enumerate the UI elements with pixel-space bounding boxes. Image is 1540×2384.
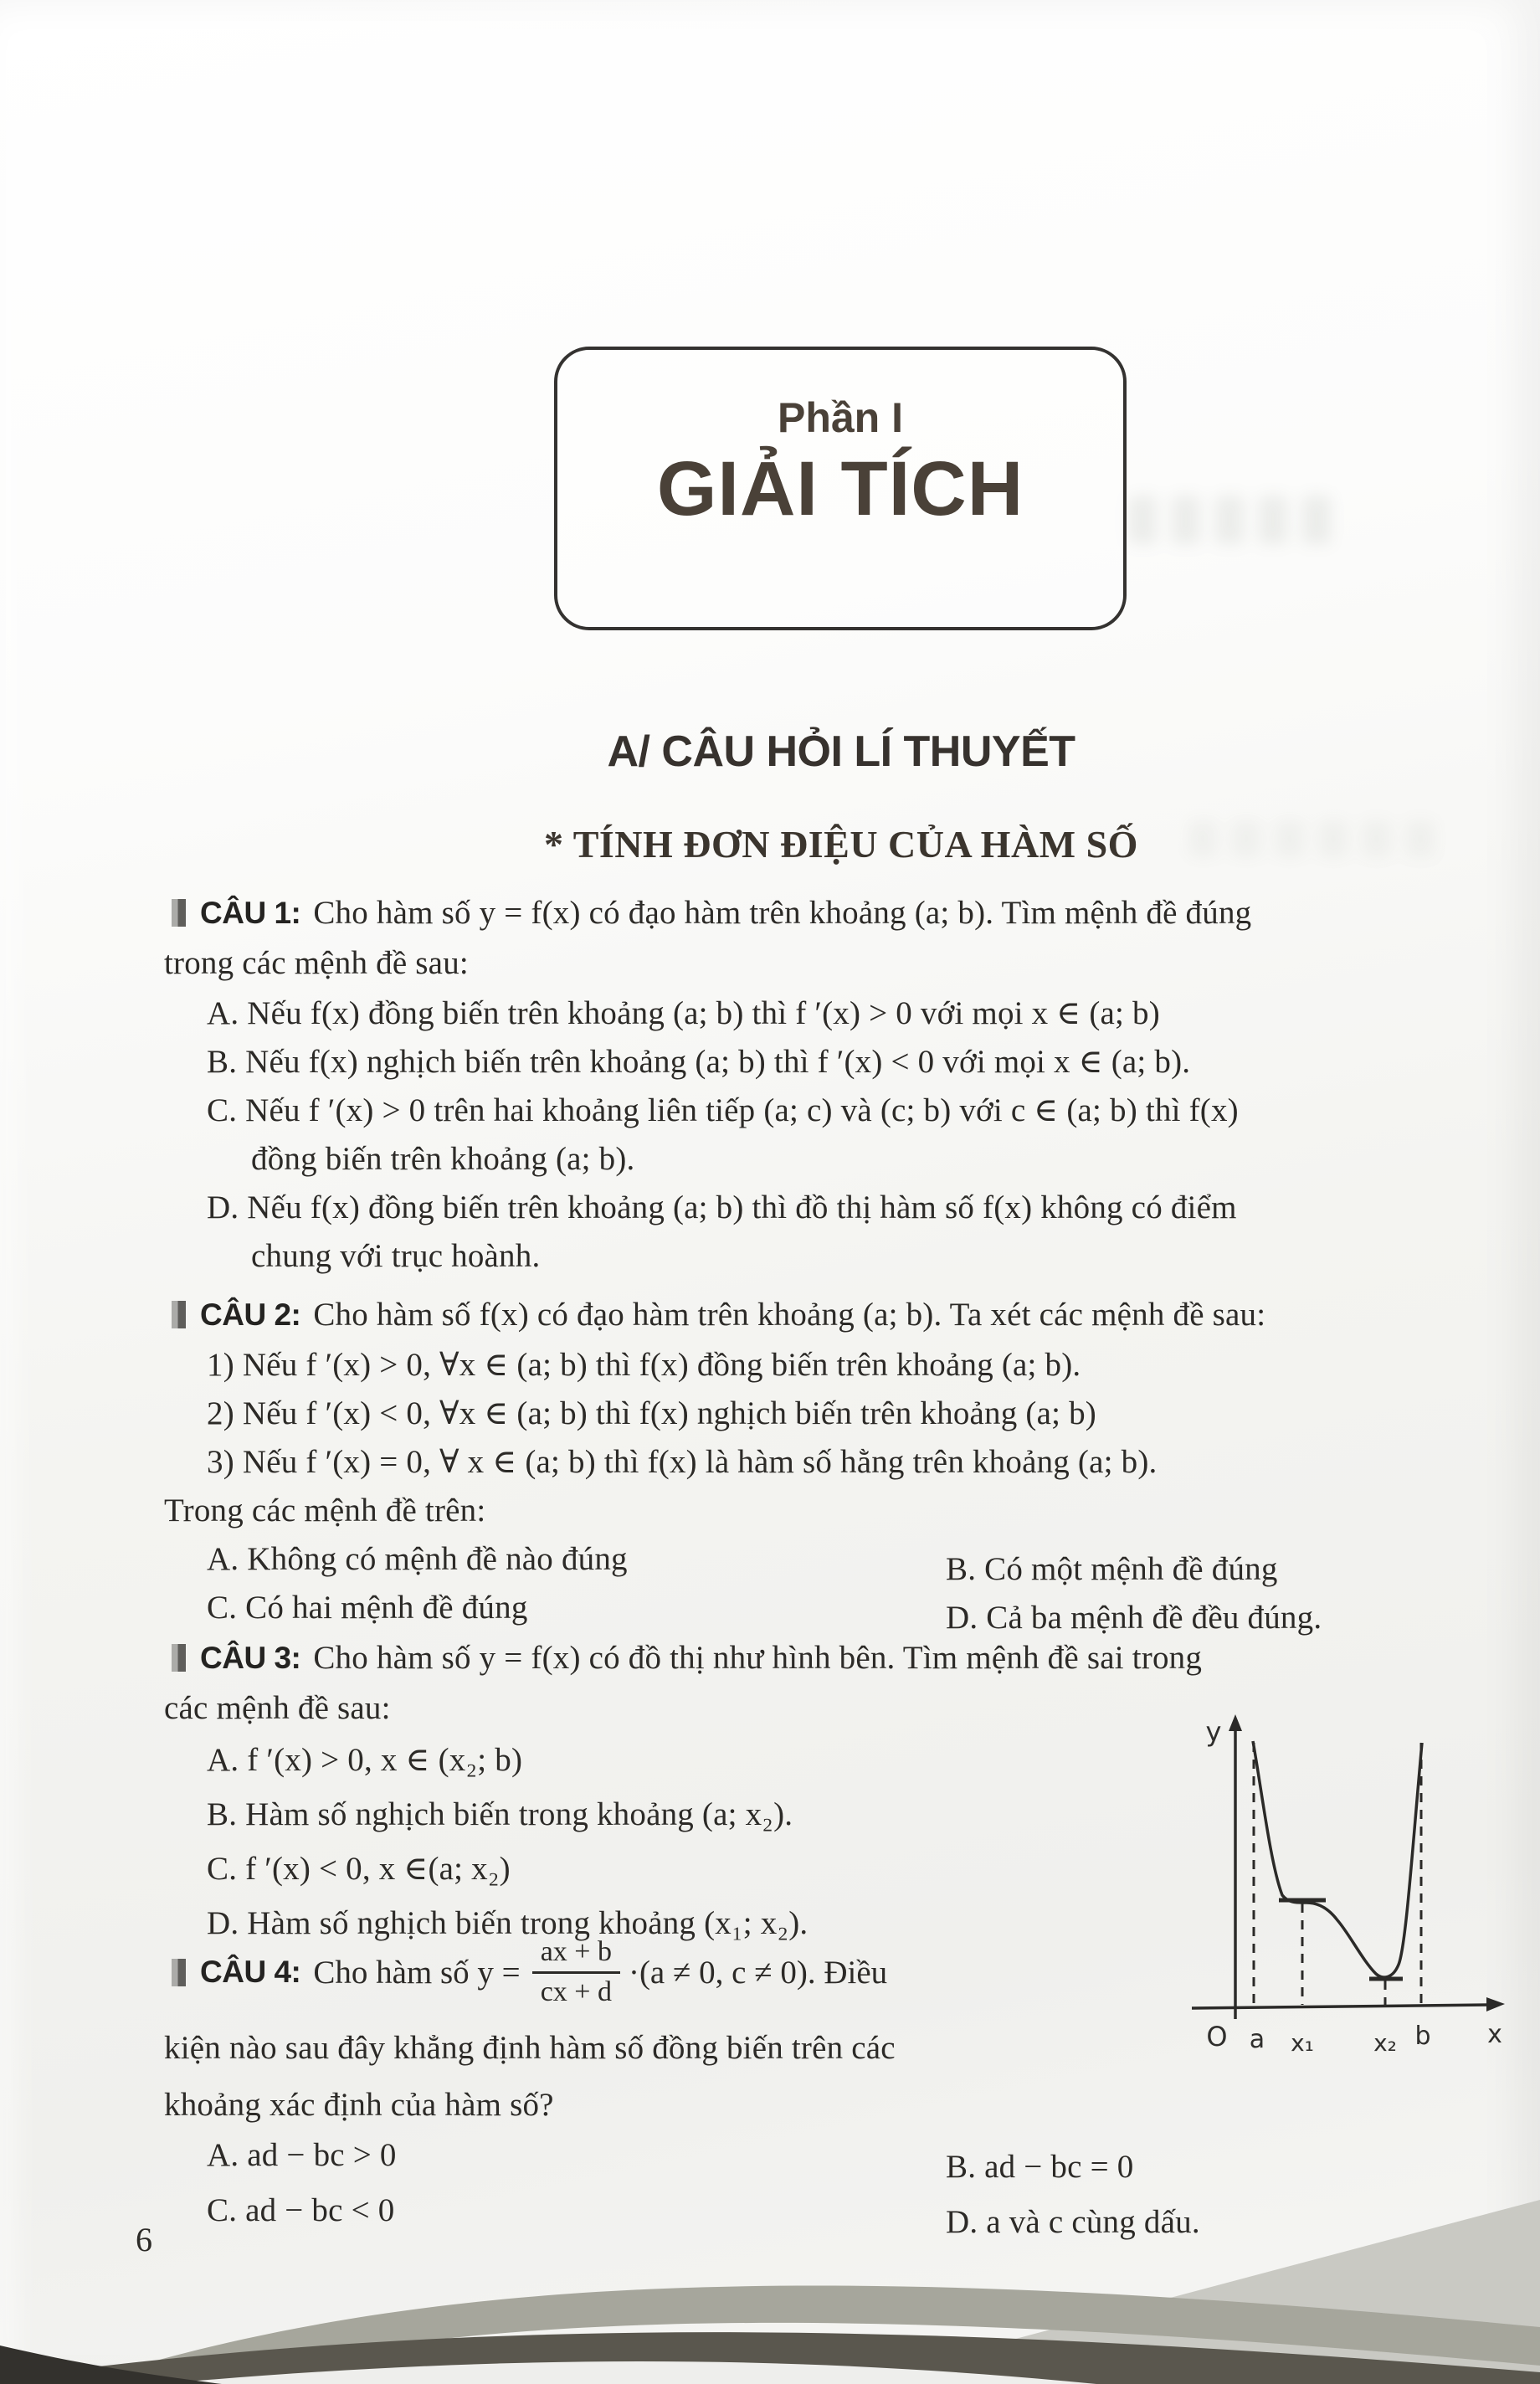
function-graph-figure: [1187, 1709, 1538, 2066]
square-bullet-icon: [172, 899, 186, 927]
q2-intro-text: Cho hàm số f(x) có đạo hàm trên khoảng (a; b). Ta xét các mệnh đề sau:: [313, 1297, 1266, 1333]
q4-intro-after: ·(a ≠ 0, c ≠ 0). Điều: [628, 1954, 888, 1991]
q1-intro-text: Cho hàm số y = f(x) có đạo hàm trên khoảng (a; b). Tìm mệnh đề đúng: [313, 895, 1252, 931]
square-bullet-icon: [172, 1301, 186, 1328]
q3-intro-text: Cho hàm số y = f(x) có đồ thị như hình bên. Tìm mệnh đề sai trong: [313, 1640, 1203, 1676]
x-axis: [1192, 2005, 1493, 2008]
x1-label: x₁: [1291, 2029, 1314, 2057]
q2-statement-1: 1) Nếu f ′(x) > 0, ∀x ∈ (a; b) thì f(x) đồng biến trên khoảng (a; b).: [207, 1347, 1081, 1383]
q4-option-c: C. ad − bc < 0: [207, 2192, 395, 2228]
bleedthrough-smudge: [1128, 496, 1342, 544]
q3-option-d: D. Hàm số nghịch biến trong khoảng (x₁; x₂).: [207, 1905, 808, 1941]
footer-swoosh-decoration: [0, 2185, 1540, 2384]
q3-option-a: A. f ′(x) > 0, x ∈ (x₂; b): [207, 1742, 523, 1778]
origin-label: O: [1206, 2021, 1228, 2053]
q4-line2: kiện nào sau đây khẳng định hàm số đồng biến trên các: [164, 2030, 896, 2066]
q4-intro-before: Cho hàm số y =: [313, 1954, 521, 1991]
q1-option-c: C. Nếu f ′(x) > 0 trên hai khoảng liên tiếp (a; c) và (c; b) với c ∈ (a; b) thì f(x): [207, 1092, 1239, 1128]
q4-intro-line: [172, 1925, 887, 2019]
q1-intro-line: [172, 894, 1251, 933]
topic-heading: * TÍNH ĐƠN ĐIỆU CỦA HÀM SỐ: [544, 823, 1138, 866]
q3-intro-line: [172, 1639, 1202, 1678]
q1-option-d: D. Nếu f(x) đồng biến trên khoảng (a; b) thì đồ thị hàm số f(x) không có điểm: [207, 1189, 1237, 1225]
y-axis-arrow-icon: [1229, 1714, 1242, 1731]
fraction-numerator: ax + b: [540, 1935, 612, 1967]
function-curve: [1253, 1741, 1422, 1977]
q2-intro-line: [172, 1296, 1265, 1335]
fraction-denominator: cx + d: [532, 1971, 620, 2011]
section-heading: A/ CÂU HỎI LÍ THUYẾT: [607, 727, 1075, 776]
q2-option-b: B. Có một mệnh đề đúng: [946, 1551, 1278, 1587]
part-label: Phần I: [777, 394, 904, 441]
part-title-box: [554, 347, 1127, 630]
q3-intro-line2: các mệnh đề sau:: [164, 1690, 391, 1726]
q1-label: CÂU 1:: [200, 896, 301, 930]
q1-option-b: B. Nếu f(x) nghịch biến trên khoảng (a; b) thì f ′(x) < 0 với mọi x ∈ (a; b).: [207, 1044, 1191, 1080]
q2-option-d: D. Cả ba mệnh đề đều đúng.: [946, 1600, 1322, 1636]
q2-statement-3: 3) Nếu f ′(x) = 0, ∀ x ∈ (a; b) thì f(x) là hàm số hằng trên khoảng (a; b).: [207, 1444, 1158, 1480]
x2-label: x₂: [1373, 2029, 1397, 2057]
q4-option-d: D. a và c cùng dấu.: [946, 2204, 1200, 2240]
q1-intro-line2: trong các mệnh đề sau:: [164, 945, 469, 981]
fraction: [532, 1934, 620, 2011]
q4-option-b: B. ad − bc = 0: [946, 2149, 1134, 2185]
q2-option-a: A. Không có mệnh đề nào đúng: [207, 1541, 628, 1577]
b-label: b: [1414, 2022, 1431, 2051]
y-axis-label: y: [1205, 1716, 1222, 1748]
q3-label: CÂU 3:: [200, 1641, 301, 1675]
a-label: a: [1249, 2025, 1265, 2054]
q1-option-d-wrap: chung với trục hoành.: [251, 1238, 541, 1274]
q2-outro: Trong các mệnh đề trên:: [164, 1493, 486, 1529]
q1-option-a: A. Nếu f(x) đồng biến trên khoảng (a; b) thì f ′(x) > 0 với mọi x ∈ (a; b): [207, 995, 1160, 1031]
q2-label: CÂU 2:: [200, 1297, 301, 1332]
x-axis-label: x: [1487, 2020, 1502, 2049]
q4-option-a: A. ad − bc > 0: [207, 2137, 397, 2173]
q4-label: CÂU 4:: [200, 1955, 301, 1989]
square-bullet-icon: [172, 1644, 186, 1672]
q2-statement-2: 2) Nếu f ′(x) < 0, ∀x ∈ (a; b) thì f(x) nghịch biến trên khoảng (a; b): [207, 1395, 1096, 1431]
q3-option-c: C. f ′(x) < 0, x ∈(a; x₂): [207, 1851, 511, 1887]
square-bullet-icon: [172, 1959, 186, 1986]
part-title: GIẢI TÍCH: [656, 446, 1024, 532]
q1-option-c-wrap: đồng biến trên khoảng (a; b).: [251, 1141, 635, 1177]
q4-line3: khoảng xác định của hàm số?: [164, 2087, 554, 2123]
x-axis-arrow-icon: [1486, 1997, 1505, 2012]
q2-option-c: C. Có hai mệnh đề đúng: [207, 1590, 528, 1626]
q3-option-b: B. Hàm số nghịch biến trong khoảng (a; x₂).: [207, 1796, 793, 1832]
page-number: 6: [136, 2221, 152, 2258]
